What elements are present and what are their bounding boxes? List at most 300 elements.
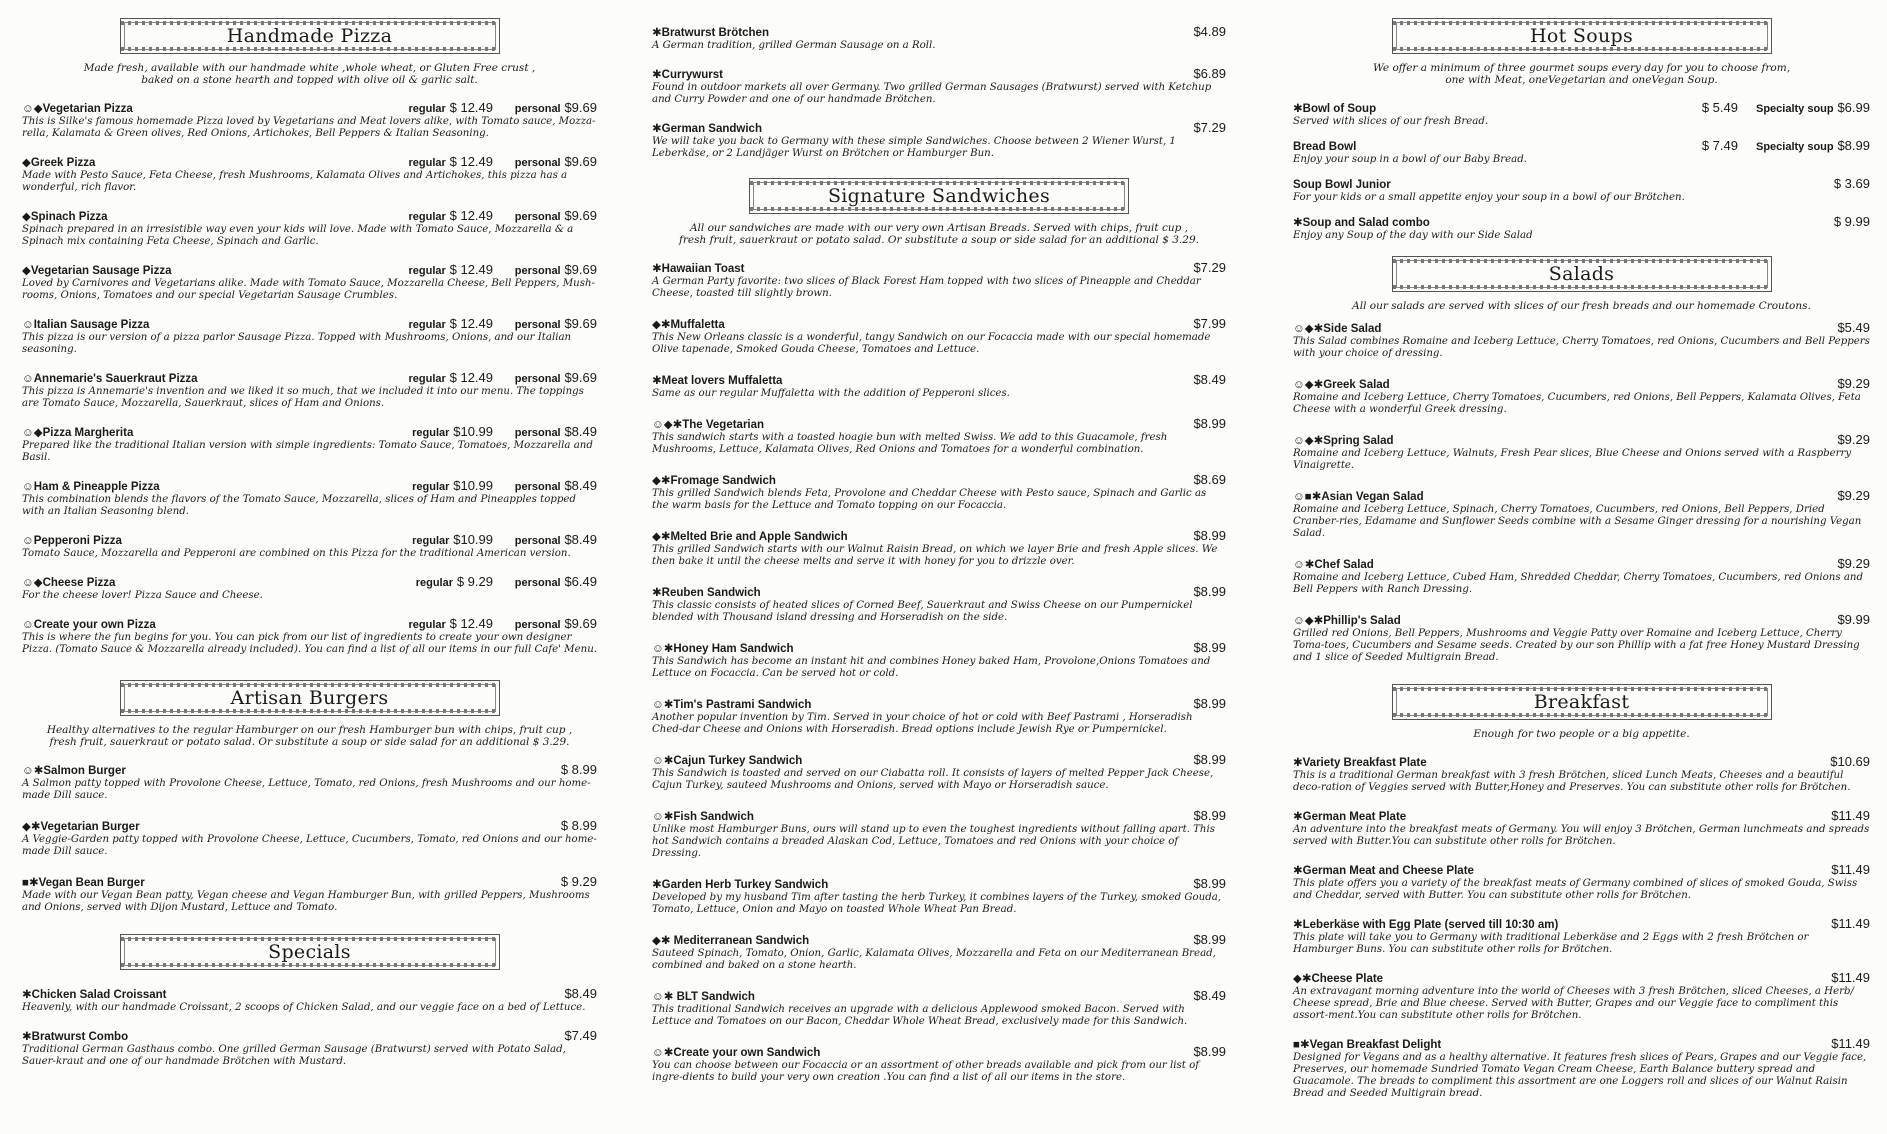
regular-price: $ 12.49: [449, 100, 493, 115]
pizza-list: [22, 100, 597, 656]
menu-item-description: Made with our Vegan Bean patty, Vegan cheese and Vegan Hamburger Bun, with grilled Peppers, Mushrooms and Onions, served with Dijon Mustard, Lettuce and Tomato.: [22, 890, 590, 913]
menu-item-name: ✱Bratwurst Combo: [22, 1031, 129, 1043]
menu-item-price: $8.99: [1193, 1044, 1226, 1059]
menu-item-description: An adventure into the breakfast meats of Germany. You will enjoy 3 Brötchen, German lunchmeats and spreads served with Butter.You can substitute other rolls for Brötchen.: [1293, 824, 1870, 847]
menu-item-name: ◆✱ Mediterranean Sandwich: [652, 935, 810, 947]
section-banner-breakfast: [1392, 680, 1772, 724]
regular-price: $ 12.49: [449, 208, 493, 223]
price-label: personal: [514, 103, 561, 115]
menu-item-name: ✱Bowl of Soup: [1293, 103, 1377, 115]
menu-item-header: [1293, 916, 1870, 931]
menu-item-name: ☺✱ BLT Sandwich: [652, 991, 755, 1003]
menu-item-price: $9.29: [1837, 432, 1870, 447]
menu-item-prices: [409, 316, 598, 331]
menu-item-header: [652, 472, 1226, 487]
menu-item-description: You can choose between our Focaccia or an assortment of other breads available and pick from our list of ingre-dients to build your very own creation .You can find a list of all our items in the store.: [652, 1060, 1199, 1083]
menu-item-name: ☺✱Create your own Sandwich: [652, 1047, 821, 1059]
section-banner-specials: [120, 930, 500, 974]
menu-item: [22, 574, 597, 602]
menu-item-description: This classic consists of heated slices of Corned Beef, Sauerkraut and Swiss Cheese on our Pumpernickel blended with Thousand island dressing and Horseradish on the side.: [652, 600, 1193, 623]
menu-item-description: Romaine and Iceberg Lettuce, Spinach, Cherry Tomatoes, Cucumbers, red Onions, Bell Peppers, Dried Cranber-ries, Edamame and Sunflower Seeds combine with a Sesame Ginger dressing for a nourishing Vegan Salad.: [1293, 504, 1862, 539]
menu-item-header: [22, 762, 597, 777]
price-label: personal: [514, 211, 561, 223]
menu-item-price: $9.29: [1837, 488, 1870, 503]
menu-item-description: Romaine and Iceberg Lettuce, Cubed Ham, Shredded Cheddar, Cherry Tomatoes, Cucumbers, red Onions and Bell Peppers with Ranch Dressing.: [1293, 572, 1863, 595]
menu-item: [22, 616, 597, 656]
menu-item-header: [1293, 214, 1870, 229]
menu-item-price: $ 9.99: [1833, 214, 1870, 229]
personal-price: $9.69: [564, 100, 597, 115]
menu-item: [22, 478, 597, 518]
menu-item-price: $11.49: [1831, 1036, 1870, 1051]
menu-item-name: ✱Soup and Salad combo: [1293, 217, 1430, 229]
menu-item-price: $8.99: [1193, 528, 1226, 543]
menu-item: [1293, 612, 1870, 664]
regular-price-group: [409, 370, 494, 385]
menu-item-header: [1293, 138, 1870, 153]
menu-item: [652, 640, 1226, 680]
menu-item-name: ☺◆✱The Vegetarian: [652, 419, 765, 431]
menu-item-price: $7.29: [1193, 120, 1226, 135]
menu-item: [22, 208, 597, 248]
personal-price: $8.49: [564, 532, 597, 547]
price-label: regular: [412, 481, 450, 493]
menu-item-description: Heavenly, with our handmade Croissant, 2 scoops of Chicken Salad, and our veggie face on a bed of Lettuce.: [22, 1002, 586, 1013]
menu-item: [22, 874, 597, 914]
menu-item-header: [22, 424, 597, 439]
menu-item: [1293, 556, 1870, 596]
menu-item-price: $8.99: [1193, 640, 1226, 655]
menu-item-name: ✱Bratwurst Brötchen: [652, 27, 769, 39]
menu-item-name: ☺◆✱Side Salad: [1293, 323, 1382, 335]
menu-item: [1293, 100, 1870, 128]
menu-item-header: [1293, 320, 1870, 335]
regular-price-group: [409, 100, 494, 115]
menu-item-prices: [1837, 488, 1870, 503]
personal-price: $8.49: [564, 478, 597, 493]
menu-item-name: ☺◆✱Spring Salad: [1293, 435, 1394, 447]
section-intro: Made fresh, available with our handmade white ,whole wheat, or Gluten Free crust , baked on a stone hearth and topped with olive oil & garlic salt.: [83, 62, 536, 86]
specialty-price: $8.99: [1837, 138, 1870, 153]
price-label: regular: [412, 427, 450, 439]
menu-item-price: $11.49: [1831, 862, 1870, 877]
price-label: personal: [514, 427, 561, 439]
menu-item-header: [22, 986, 597, 1001]
menu-item-prices: [1831, 808, 1870, 823]
menu-item: [22, 986, 597, 1014]
menu-item-name: ☺Annemarie's Sauerkraut Pizza: [22, 373, 198, 385]
menu-item-prices: [1193, 696, 1226, 711]
menu-item: [652, 66, 1226, 106]
menu-item-price: $7.29: [1193, 260, 1226, 275]
section-intro: All our salads are served with slices of our fresh breads and our homemade Croutons.: [1352, 300, 1811, 312]
menu-item-description: Traditional German Gasthaus combo. One grilled German Sausage (Bratwurst) served with Potato Salad, Sauer-kraut and one of our handmade Brötchen with Mustard.: [22, 1044, 566, 1067]
menu-item: [652, 24, 1226, 52]
section-banner-salads: [1392, 252, 1772, 296]
section-title: Artisan Burgers: [230, 687, 389, 709]
menu-item-prices: [1193, 876, 1226, 891]
menu-item-description: A Veggie-Garden patty topped with Provolone Cheese, Lettuce, Cucumbers, Tomato, red Onions and our home-made Dill sauce.: [22, 834, 597, 857]
soup-list: [1293, 100, 1870, 242]
regular-price: $ 12.49: [449, 262, 493, 277]
menu-item-description: Same as our regular Muffaletta with the addition of Pepperoni slices.: [652, 388, 1010, 399]
menu-item-header: [22, 1028, 597, 1043]
menu-item: [652, 876, 1226, 916]
section-banner-burgers: [120, 676, 500, 720]
personal-price-group: [507, 316, 597, 331]
menu-item-description: Made with Pesto Sauce, Feta Cheese, fresh Mushrooms, Kalamata Olives and Artichokes, this pizza has a wonderful, rich flavor.: [22, 170, 568, 193]
regular-price-group: [409, 616, 494, 631]
menu-item-price: $11.49: [1831, 916, 1870, 931]
menu-item-description: This pizza is Annemarie's invention and we liked it so much, that we included it into our menu. The toppings are Tomato Sauce, Mozzarella, Sauerkraut, slices of Ham and Onions.: [22, 386, 584, 409]
menu-item-header: [22, 478, 597, 493]
menu-item-header: [652, 808, 1226, 823]
menu-item-description: This traditional Sandwich receives an upgrade with a delicious Applewood smoked Bacon. Served with Lettuce and Tomatoes on our Bacon, Cheddar Whole Wheat Bread, exclusively made for this Sandwich.: [652, 1004, 1188, 1027]
section-title: Signature Sandwiches: [827, 185, 1050, 207]
burger-list: [22, 762, 597, 914]
personal-price: $9.69: [564, 262, 597, 277]
menu-item-price: $8.49: [1193, 372, 1226, 387]
menu-item: [1293, 916, 1870, 956]
menu-item-description: Spinach prepared in an irresistible way even your kids will love. Made with Tomato Sauce, Mozzarella & a Spinach mix containing Feta Cheese, Spinach and Garlic.: [22, 224, 574, 247]
sandwich-list: [652, 260, 1226, 1084]
menu-item-prices: [1193, 316, 1226, 331]
menu-item-prices: [1193, 1044, 1226, 1059]
regular-price: $ 12.49: [449, 616, 493, 631]
menu-item-name: Bread Bowl: [1293, 141, 1357, 153]
menu-item-price: $10.69: [1830, 754, 1870, 769]
menu-item-name: Soup Bowl Junior: [1293, 179, 1391, 191]
menu-item: [652, 260, 1226, 300]
menu-item: [22, 424, 597, 464]
regular-price-group: [409, 208, 494, 223]
menu-item-header: [22, 874, 597, 889]
menu-item-name: ■✱Vegan Bean Burger: [22, 877, 145, 889]
menu-item-price: $6.89: [1193, 66, 1226, 81]
menu-item-header: [652, 528, 1226, 543]
menu-item-header: [22, 616, 597, 631]
price-label: regular: [412, 535, 450, 547]
personal-price-group: [507, 262, 597, 277]
personal-price: $6.49: [564, 574, 597, 589]
menu-item-name: ✱Hawaiian Toast: [652, 263, 745, 275]
menu-item-header: [22, 316, 597, 331]
menu-item-description: Developed by my husband Tim after tasting the herb Turkey, it combines layers of the Turkey, smoked Gouda, Tomato, Lettuce, Onion and Mayo on toasted Whole Wheat Pan Bread.: [652, 892, 1222, 915]
menu-item-prices: [561, 874, 597, 889]
menu-item-description: This grilled Sandwich starts with our Walnut Raisin Bread, on which we layer Brie and fresh Apple slices. We then bake it until the cheese melts and serve it with honey for you to drizzle over.: [652, 544, 1218, 567]
section-banner-sandwiches: [749, 174, 1129, 218]
menu-item-header: [652, 876, 1226, 891]
menu-item-prices: [1193, 528, 1226, 543]
menu-item: [652, 752, 1226, 792]
menu-item-header: [652, 696, 1226, 711]
menu-item-description: A German Party favorite: two slices of Black Forest Ham topped with two slices of Pineapple and Cheddar Cheese, toasted till slightly brown.: [652, 276, 1201, 299]
menu-item-price: $ 8.99: [560, 818, 597, 833]
menu-item-prices: [1193, 640, 1226, 655]
menu-item-header: [22, 154, 597, 169]
section-intro: Healthy alternatives to the regular Hamburger on our fresh Hamburger bun with chips, fruit cup , fresh fruit, sauerkraut or potato salad. Or substitute a soup or side salad for an additional $ 3.29.: [46, 724, 573, 748]
menu-item-description: This Sandwich has become an instant hit and combines Honey baked Ham, Provolone,Onions Tomatoes and Lettuce on Focaccia. Can be served hot or cold.: [652, 656, 1211, 679]
menu-item-name: ◆✱Fromage Sandwich: [652, 475, 776, 487]
menu-item-header: [652, 24, 1226, 39]
personal-price: $9.69: [564, 208, 597, 223]
price-label: personal: [514, 319, 561, 331]
section-intro: Enough for two people or a big appetite.: [1473, 728, 1690, 740]
menu-item-description: This combination blends the flavors of the Tomato Sauce, Mozzarella, slices of Ham and Pineapples topped with an Italian Seasoning blend.: [22, 494, 576, 517]
menu-item: [22, 262, 597, 302]
menu-item-prices: [1193, 752, 1226, 767]
menu-item-description: This is a traditional German breakfast with 3 fresh Brötchen, sliced Lunch Meats, Cheeses and a beautiful deco-ration of Veggies served with Butter,Honey and Preserves. You can substitute other rolls for Brötchen.: [1293, 770, 1851, 793]
price-label: personal: [514, 265, 561, 277]
menu-item: [652, 696, 1226, 736]
menu-item-name: ☺◆Pizza Margherita: [22, 427, 134, 439]
menu-item-description: This Salad combines Romaine and Iceberg Lettuce, Cherry Tomatoes, red Onions, Cucumbers and Bell Peppers with your choice of dressing.: [1293, 336, 1870, 359]
menu-item-name: ✱Meat lovers Muffaletta: [652, 375, 783, 387]
menu-item-name: ◆✱Vegetarian Burger: [22, 821, 140, 833]
menu-item-prices: [1193, 416, 1226, 431]
menu-item-name: ◆✱Cheese Plate: [1293, 973, 1384, 985]
menu-item: [652, 416, 1226, 456]
menu-item-price: $9.29: [1837, 376, 1870, 391]
regular-price-group: [412, 532, 493, 547]
menu-column-1: [22, 14, 597, 1082]
menu-item-price: $9.99: [1837, 612, 1870, 627]
regular-price-group: [409, 154, 494, 169]
price-label: regular: [408, 319, 446, 331]
menu-item-name: ✱Currywurst: [652, 69, 723, 81]
menu-item-price: $8.99: [1193, 752, 1226, 767]
menu-item-header: [1293, 754, 1870, 769]
section-intro: We offer a minimum of three gourmet soups every day for you to choose from, one with Meat, oneVegetarian and oneVegan Soup.: [1372, 62, 1791, 86]
menu-item-description: This is where the fun begins for you. You can pick from our list of ingredients to create your own designer Pizza. (Tomato Sauce & Mozzarella already included). You can find a list of all our items in our full Cafe' Menu.: [22, 632, 597, 655]
menu-item-description: Romaine and Iceberg Lettuce, Walnuts, Fresh Pear slices, Blue Cheese and Onions served with a Raspberry Vinaigrette.: [1293, 448, 1852, 471]
section-banner-soups: [1392, 14, 1772, 58]
menu-item-prices: [1831, 862, 1870, 877]
menu-item-name: ☺✱Salmon Burger: [22, 765, 126, 777]
german-items-list: [652, 24, 1226, 160]
menu-item-prices: [561, 818, 597, 833]
menu-item-price: $11.49: [1831, 970, 1870, 985]
personal-price-group: [507, 370, 597, 385]
menu-item-name: ☺Ham & Pineapple Pizza: [22, 481, 160, 493]
menu-item: [1293, 970, 1870, 1022]
personal-price-group: [507, 208, 597, 223]
specialty-price: $6.99: [1837, 100, 1870, 115]
menu-item-name: ✱German Meat Plate: [1293, 811, 1407, 823]
section-title: Salads: [1548, 263, 1615, 285]
menu-item: [652, 808, 1226, 860]
menu-item: [22, 370, 597, 410]
regular-price: $10.99: [453, 532, 493, 547]
specialty-price-group: [1756, 100, 1870, 115]
menu-item-price: $11.49: [1831, 808, 1870, 823]
menu-item-prices: [561, 762, 597, 777]
specialty-price-group: [1756, 138, 1870, 153]
menu-item: [1293, 488, 1870, 540]
menu-item-name: ✱Chicken Salad Croissant: [22, 989, 167, 1001]
price-label: personal: [514, 619, 561, 631]
menu-item-name: ■✱Vegan Breakfast Delight: [1293, 1039, 1442, 1051]
menu-item-header: [652, 120, 1226, 135]
personal-price-group: [507, 478, 597, 493]
menu-item-prices: [1193, 372, 1226, 387]
regular-price-group: [409, 316, 494, 331]
menu-item-prices: [1837, 432, 1870, 447]
menu-item-description: This New Orleans classic is a wonderful, tangy Sandwich on our Focaccia made with our special homemade Olive tapenade, Smoked Gouda Cheese, Tomatoes and Lettuce.: [652, 332, 1211, 355]
menu-item-name: ☺◆Vegetarian Pizza: [22, 103, 133, 115]
menu-item: [22, 762, 597, 802]
personal-price: $8.49: [564, 424, 597, 439]
menu-item-prices: [1193, 988, 1226, 1003]
menu-item-name: ✱German Meat and Cheese Plate: [1293, 865, 1474, 877]
menu-item-description: This plate offers you a variety of the breakfast meats of Germany combined of slices of smoked Gouda, Swiss and Cheddar, served with Butter. You can substitute other rolls for Brötchen.: [1293, 878, 1858, 901]
regular-price: $ 12.49: [449, 370, 493, 385]
menu-item-description: Served with slices of our fresh Bread.: [1293, 116, 1489, 127]
regular-price-group: [413, 574, 493, 589]
menu-item-name: ✱German Sandwich: [652, 123, 762, 135]
menu-item-description: Tomato Sauce, Mozzarella and Pepperoni are combined on this Pizza for the traditional American version.: [22, 548, 571, 559]
menu-item: [1293, 138, 1870, 166]
menu-item-price: $4.89: [1193, 24, 1226, 39]
price-label: personal: [514, 577, 561, 589]
menu-item-description: Sauteed Spinach, Tomato, Onion, Garlic, Kalamata Olives, Mozzarella and Feta on our Mediterranean Bread, combined and baked on a stone hearth.: [652, 948, 1216, 971]
menu-item-header: [1293, 432, 1870, 447]
menu-item-price: $7.49: [564, 1028, 597, 1043]
menu-item-header: [652, 932, 1226, 947]
menu-item: [652, 988, 1226, 1028]
price-label: regular: [415, 577, 454, 589]
menu-item-header: [652, 752, 1226, 767]
menu-item-header: [22, 574, 597, 589]
menu-item-header: [1293, 100, 1870, 115]
menu-item-price: $8.49: [564, 986, 597, 1001]
menu-item-description: This sandwich starts with a toasted hoagie bun with melted Swiss. We add to this Guacamole, fresh Mushrooms, Lettuce, Kalamata Olives, Red Onions and Tomatoes for a wonderful combination.: [652, 432, 1168, 455]
menu-item: [22, 1028, 597, 1068]
menu-item-name: ☺✱Honey Ham Sandwich: [652, 643, 794, 655]
menu-item-description: Enjoy any Soup of the day with our Side Salad: [1293, 230, 1533, 241]
menu-item: [22, 532, 597, 560]
menu-item-header: [22, 262, 597, 277]
personal-price: $9.69: [564, 370, 597, 385]
menu-item-price: $8.99: [1193, 696, 1226, 711]
menu-item-name: ✱Garden Herb Turkey Sandwich: [652, 879, 829, 891]
menu-item-prices: [1837, 612, 1870, 627]
menu-item-prices: [409, 100, 598, 115]
menu-item: [1293, 1036, 1870, 1100]
menu-item-header: [22, 208, 597, 223]
specials-list: [22, 986, 597, 1068]
price-label: regular: [408, 211, 446, 223]
menu-item-header: [652, 416, 1226, 431]
menu-item-header: [1293, 556, 1870, 571]
price-label: personal: [514, 373, 561, 385]
menu-item-prices: [1834, 176, 1870, 191]
menu-item-prices: [1193, 24, 1226, 39]
menu-item-prices: [1837, 556, 1870, 571]
menu-item-header: [652, 66, 1226, 81]
menu-item: [652, 1044, 1226, 1084]
menu-item-description: Enjoy your soup in a bowl of our Baby Bread.: [1293, 154, 1528, 165]
menu-item: [652, 372, 1226, 400]
menu-item-prices: [1831, 1036, 1870, 1051]
menu-item-header: [652, 988, 1226, 1003]
section-title: Specials: [268, 941, 351, 963]
menu-item-description: An extravagant morning adventure into the world of Cheeses with 3 fresh Brötchen, sliced Cheeses, a Herb/ Cheese spread, Brie and Blue cheese. Served with Butter, Grapes and our Veggie face to compliment this assort-ment.You can substitute other rolls for Brötchen.: [1293, 986, 1854, 1021]
menu-item-description: This pizza is our version of a pizza parlor Sausage Pizza. Topped with Mushrooms, Onions, and our Italian seasoning.: [22, 332, 572, 355]
menu-item-name: ✱Reuben Sandwich: [652, 587, 761, 599]
menu-item: [22, 100, 597, 140]
menu-item-prices: [1702, 138, 1870, 153]
menu-item-prices: [413, 574, 597, 589]
menu-item: [652, 528, 1226, 568]
personal-price-group: [507, 154, 597, 169]
regular-price-group: [412, 424, 493, 439]
price-label: personal: [514, 157, 561, 169]
menu-item-prices: [409, 262, 598, 277]
menu-item-name: ☺Italian Sausage Pizza: [22, 319, 150, 331]
menu-item-prices: [564, 1028, 597, 1043]
menu-item-price: $ 5.49: [1701, 100, 1738, 115]
menu-item: [22, 316, 597, 356]
menu-item-description: Prepared like the traditional Italian version with simple ingredients: Tomato Sauce, Tomatoes, Mozzarella and Basil.: [22, 440, 593, 463]
menu-item-prices: [1830, 754, 1870, 769]
personal-price-group: [507, 424, 597, 439]
menu-item-prices: [1193, 584, 1226, 599]
menu-item-header: [22, 370, 597, 385]
price-label: personal: [514, 535, 561, 547]
regular-price-group: [409, 262, 494, 277]
menu-item-description: We will take you back to Germany with these simple Sandwiches. Choose between 2 Wiener Wurst, 1 Leberkäse, or 2 Landjäger Wurst on Brötchen or Hamburger Bun.: [652, 136, 1176, 159]
menu-item-prices: [1193, 120, 1226, 135]
menu-item-name: ◆✱Muffaletta: [652, 319, 725, 331]
section-banner-pizza: [120, 14, 500, 58]
menu-column-2: [652, 14, 1226, 1100]
menu-item-description: Loved by Carnivores and Vegetarians alike. Made with Tomato Sauce, Mozzarella Cheese, Bell Peppers, Mush-rooms, Onions, Tomatoes and our special Vegetarian Sausage Crumbles.: [22, 278, 595, 301]
menu-item-name: ☺✱Tim's Pastrami Sandwich: [652, 699, 812, 711]
price-label: personal: [514, 481, 561, 493]
menu-item-header: [1293, 488, 1870, 503]
menu-item: [1293, 432, 1870, 472]
menu-item: [1293, 808, 1870, 848]
menu-item: [1293, 754, 1870, 794]
menu-item-description: Romaine and Iceberg Lettuce, Cherry Tomatoes, Cucumbers, red Onions, Bell Peppers, Kalamata Olives, Feta Cheese with a wonderful Greek dressing.: [1293, 392, 1861, 415]
menu-item: [22, 154, 597, 194]
price-label: regular: [408, 103, 446, 115]
menu-item-price: $8.99: [1193, 808, 1226, 823]
menu-item-name: ☺✱Cajun Turkey Sandwich: [652, 755, 803, 767]
regular-price-group: [412, 478, 493, 493]
menu-item-price: $ 7.49: [1701, 138, 1738, 153]
menu-item-price: $8.99: [1193, 876, 1226, 891]
menu-item-header: [652, 1044, 1226, 1059]
menu-item-prices: [409, 154, 598, 169]
section-title: Handmade Pizza: [226, 25, 393, 47]
menu-item-prices: [1193, 260, 1226, 275]
personal-price: $9.69: [564, 616, 597, 631]
salad-list: [1293, 320, 1870, 664]
menu-item-header: [1293, 1036, 1870, 1051]
menu-item-name: ☺Create your own Pizza: [22, 619, 156, 631]
menu-item-description: For your kids or a small appetite enjoy your soup in a bowl of our Brötchen.: [1293, 192, 1685, 203]
regular-price: $10.99: [453, 478, 493, 493]
menu-item: [1293, 376, 1870, 416]
menu-item-name: ☺■✱Asian Vegan Salad: [1293, 491, 1424, 503]
menu-item-price: $8.49: [1193, 988, 1226, 1003]
menu-item-name: ◆Greek Pizza: [22, 157, 96, 169]
breakfast-list: [1293, 754, 1870, 1100]
menu-item-price: $ 8.99: [560, 762, 597, 777]
menu-item-header: [1293, 862, 1870, 877]
